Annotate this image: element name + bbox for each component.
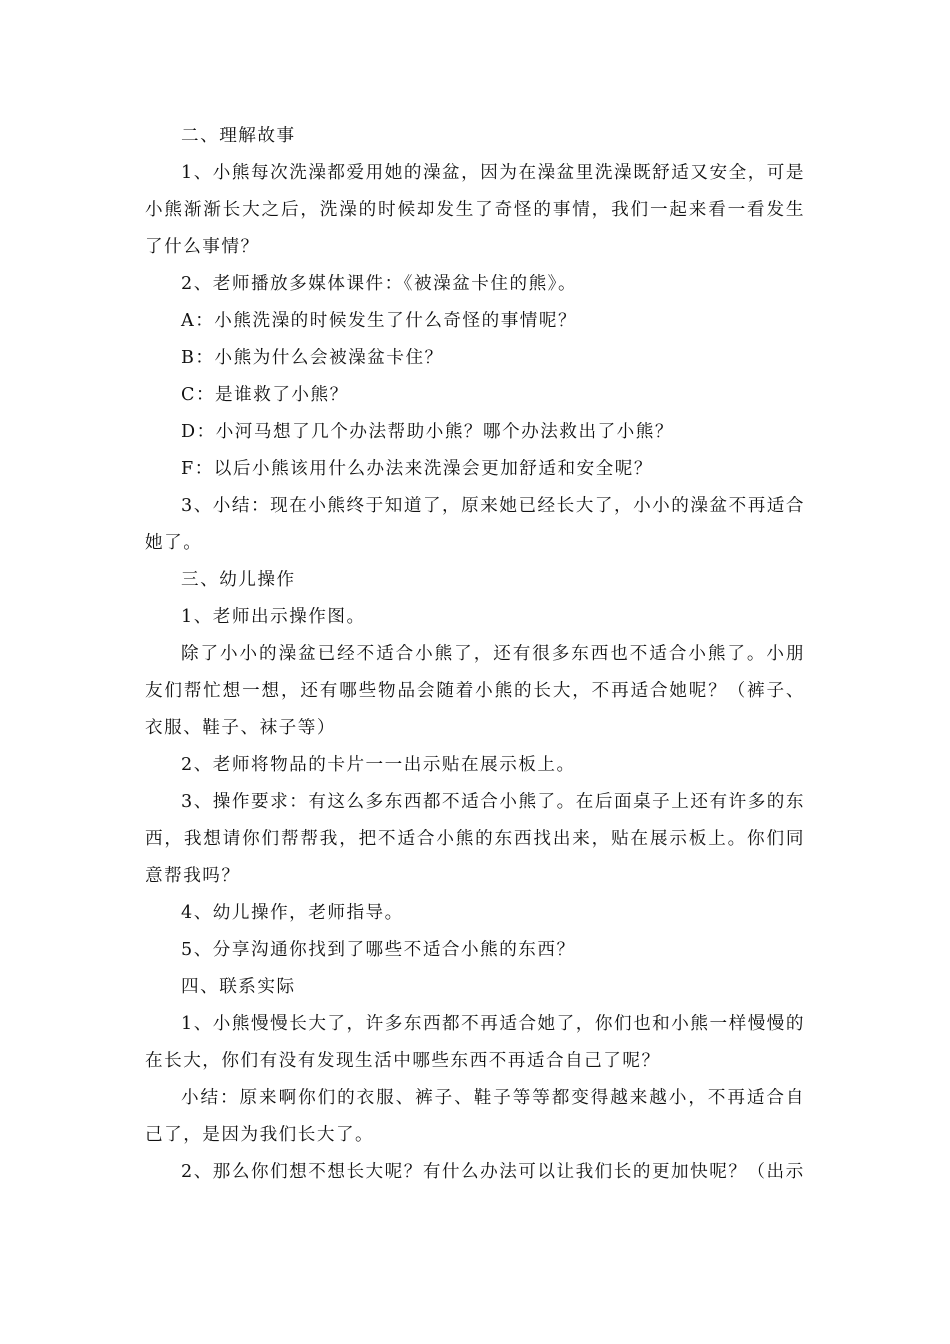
section-heading-understand-story: 二、理解故事 xyxy=(181,126,296,146)
paragraph: 1、小熊每次洗澡都爱用她的澡盆，因为在澡盆里洗澡既舒适又安全，可是小熊渐渐长大之后，洗澡的时候却发生了奇怪的事情，我们一起来看一看发生了什么事情？ xyxy=(145,163,805,257)
paragraph: 2、老师播放多媒体课件：《被澡盆卡住的熊》。 xyxy=(181,274,578,294)
paragraph: 3、小结：现在小熊终于知道了，原来她已经长大了，小小的澡盆不再适合她了。 xyxy=(145,496,805,553)
paragraph: 1、小熊慢慢长大了，许多东西都不再适合她了，你们也和小熊一样慢慢的在长大，你们有没有发现生活中哪些东西不再适合自己了呢？ xyxy=(145,1014,805,1071)
paragraph: 5、分享沟通你找到了哪些不适合小熊的东西？ xyxy=(181,940,576,960)
document-body xyxy=(145,118,805,1191)
question-item: F：以后小熊该用什么办法来洗澡会更加舒适和安全呢？ xyxy=(181,459,653,479)
paragraph: 2、老师将物品的卡片一一出示贴在展示板上。 xyxy=(181,755,576,775)
question-item: A：小熊洗澡的时候发生了什么奇怪的事情呢？ xyxy=(181,311,578,331)
question-item: B：小熊为什么会被澡盆卡住？ xyxy=(181,348,444,368)
paragraph: 3、操作要求：有这么多东西都不适合小熊了。在后面桌子上还有许多的东西，我想请你们帮帮我，把不适合小熊的东西找出来，贴在展示板上。你们同意帮我吗？ xyxy=(145,792,805,886)
paragraph: 小结：原来啊你们的衣服、裤子、鞋子等等都变得越来越小，不再适合自己了，是因为我们长大了。 xyxy=(145,1088,805,1145)
question-item: D：小河马想了几个办法帮助小熊？哪个办法救出了小熊？ xyxy=(181,422,674,442)
paragraph: 2、那么你们想不想长大呢？有什么办法可以让我们长的更加快呢？（出示 xyxy=(181,1162,805,1182)
paragraph: 4、幼儿操作，老师指导。 xyxy=(181,903,404,923)
question-item: C：是谁救了小熊？ xyxy=(181,385,349,405)
paragraph: 1、老师出示操作图。 xyxy=(181,607,366,627)
paragraph: 除了小小的澡盆已经不适合小熊了，还有很多东西也不适合小熊了。小朋友们帮忙想一想，还有哪些物品会随着小熊的长大，不再适合她呢？（裤子、衣服、鞋子、袜子等） xyxy=(145,644,805,738)
section-heading-connect-reality: 四、联系实际 xyxy=(181,977,296,997)
section-heading-child-operation: 三、幼儿操作 xyxy=(181,570,296,590)
